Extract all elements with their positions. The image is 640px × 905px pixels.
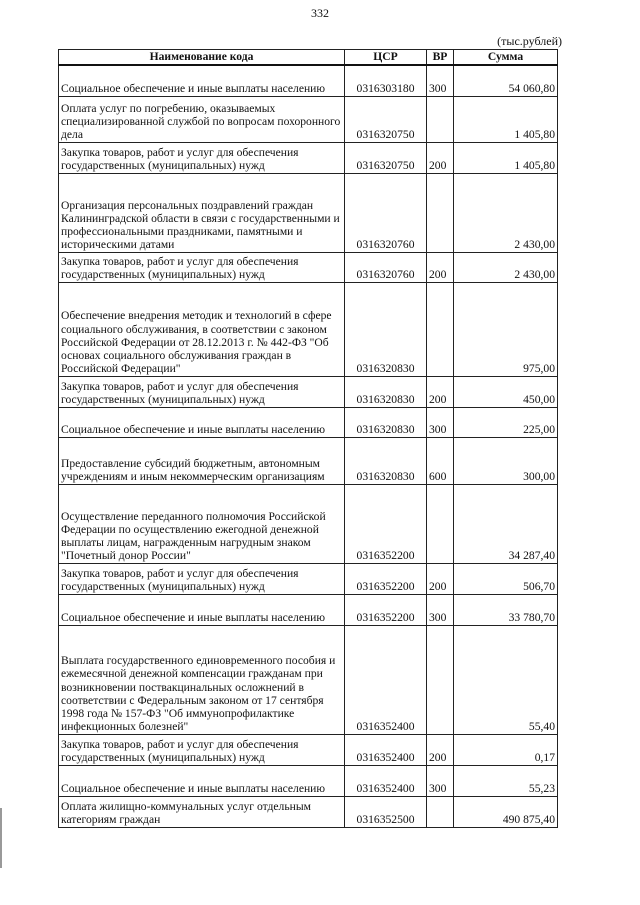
cell-sum: 2 430,00 bbox=[454, 252, 558, 282]
cell-name: Выплата государственного единовременного пособия и ежемесячной денежной компенсации гражданам при возникновении поствакцинальных осложнений в соответствии с Федеральным законом от 17 сентября 1998 года № 157-ФЗ "Об иммунопрофилактике инфекционных болезней" bbox=[59, 625, 345, 734]
cell-name: Организация персональных поздравлений граждан Калининградской области в связи с государственными и профессиональными праздниками, памятными и историческими датами bbox=[59, 173, 345, 252]
cell-sum: 54 060,80 bbox=[454, 65, 558, 96]
cell-name: Закупка товаров, работ и услуг для обеспечения государственных (муниципальных) нужд bbox=[59, 734, 345, 765]
table-row bbox=[59, 96, 558, 142]
table-row bbox=[59, 563, 558, 594]
cell-code: 0316320830 bbox=[345, 282, 427, 376]
cell-code: 0316352200 bbox=[345, 594, 427, 625]
table-row bbox=[59, 625, 558, 734]
cell-vr: 300 bbox=[427, 65, 454, 96]
table-row bbox=[59, 407, 558, 437]
cell-code: 0316352200 bbox=[345, 484, 427, 563]
cell-name: Закупка товаров, работ и услуг для обеспечения государственных (муниципальных) нужд bbox=[59, 376, 345, 407]
cell-sum: 0,17 bbox=[454, 734, 558, 765]
table-header bbox=[59, 50, 558, 66]
cell-code: 0316352400 bbox=[345, 734, 427, 765]
table-row bbox=[59, 173, 558, 252]
cell-vr: 200 bbox=[427, 734, 454, 765]
cell-name: Закупка товаров, работ и услуг для обеспечения государственных (муниципальных) нужд bbox=[59, 252, 345, 282]
cell-vr: 200 bbox=[427, 252, 454, 282]
cell-name: Социальное обеспечение и иные выплаты населению bbox=[59, 594, 345, 625]
header-name: Наименование кода bbox=[59, 50, 345, 66]
cell-sum: 506,70 bbox=[454, 563, 558, 594]
cell-vr: 300 bbox=[427, 765, 454, 796]
table-row bbox=[59, 437, 558, 484]
cell-code: 0316352500 bbox=[345, 796, 427, 827]
cell-sum: 225,00 bbox=[454, 407, 558, 437]
table-row bbox=[59, 282, 558, 376]
cell-code: 0316352200 bbox=[345, 563, 427, 594]
cell-code: 0316303180 bbox=[345, 65, 427, 96]
cell-name: Предоставление субсидий бюджетным, автономным учреждениям и иным некоммерческим организациям bbox=[59, 437, 345, 484]
cell-vr bbox=[427, 484, 454, 563]
cell-sum: 1 405,80 bbox=[454, 96, 558, 142]
header-code: ЦСР bbox=[345, 50, 427, 66]
cell-vr: 200 bbox=[427, 142, 454, 173]
cell-name: Социальное обеспечение и иные выплаты населению bbox=[59, 765, 345, 796]
table-row bbox=[59, 796, 558, 827]
table-row bbox=[59, 734, 558, 765]
budget-table bbox=[58, 49, 558, 828]
cell-code: 0316352400 bbox=[345, 625, 427, 734]
header-sum: Сумма bbox=[454, 50, 558, 66]
cell-code: 0316320830 bbox=[345, 437, 427, 484]
cell-name: Социальное обеспечение и иные выплаты населению bbox=[59, 407, 345, 437]
header-row bbox=[59, 50, 558, 66]
cell-sum: 55,23 bbox=[454, 765, 558, 796]
units-label: (тыс.рублей) bbox=[497, 34, 562, 48]
cell-vr: 200 bbox=[427, 376, 454, 407]
table-row bbox=[59, 765, 558, 796]
cell-sum: 34 287,40 bbox=[454, 484, 558, 563]
cell-sum: 1 405,80 bbox=[454, 142, 558, 173]
table-row bbox=[59, 484, 558, 563]
cell-vr bbox=[427, 96, 454, 142]
cell-sum: 55,40 bbox=[454, 625, 558, 734]
cell-vr bbox=[427, 625, 454, 734]
table-row bbox=[59, 252, 558, 282]
cell-vr: 600 bbox=[427, 437, 454, 484]
scan-edge-mark bbox=[0, 808, 2, 868]
cell-sum: 450,00 bbox=[454, 376, 558, 407]
cell-name: Закупка товаров, работ и услуг для обеспечения государственных (муниципальных) нужд bbox=[59, 563, 345, 594]
cell-name: Обеспечение внедрения методик и технологий в сфере социального обслуживания, в соответствии с законом Российской Федерации от 28.12.2013 г. № 442-ФЗ "Об основах социального обслуживания граждан в Российской Федерации" bbox=[59, 282, 345, 376]
cell-name: Закупка товаров, работ и услуг для обеспечения государственных (муниципальных) нужд bbox=[59, 142, 345, 173]
cell-vr bbox=[427, 796, 454, 827]
cell-code: 0316352400 bbox=[345, 765, 427, 796]
cell-vr: 300 bbox=[427, 594, 454, 625]
cell-vr bbox=[427, 282, 454, 376]
cell-name: Социальное обеспечение и иные выплаты населению bbox=[59, 65, 345, 96]
table-body bbox=[59, 65, 558, 827]
table-row bbox=[59, 65, 558, 96]
cell-code: 0316320760 bbox=[345, 173, 427, 252]
cell-name: Оплата услуг по погребению, оказываемых специализированной службой по вопросам похоронного дела bbox=[59, 96, 345, 142]
cell-code: 0316320750 bbox=[345, 142, 427, 173]
table-row bbox=[59, 142, 558, 173]
cell-sum: 490 875,40 bbox=[454, 796, 558, 827]
cell-code: 0316320830 bbox=[345, 407, 427, 437]
cell-sum: 33 780,70 bbox=[454, 594, 558, 625]
cell-code: 0316320830 bbox=[345, 376, 427, 407]
cell-vr: 200 bbox=[427, 563, 454, 594]
cell-code: 0316320750 bbox=[345, 96, 427, 142]
cell-code: 0316320760 bbox=[345, 252, 427, 282]
header-vr: ВР bbox=[427, 50, 454, 66]
cell-vr bbox=[427, 173, 454, 252]
cell-name: Осуществление переданного полномочия Российской Федерации по осуществлению ежегодной денежной выплаты лицам, награжденным нагрудным знаком "Почетный донор России" bbox=[59, 484, 345, 563]
table-row bbox=[59, 376, 558, 407]
table-row bbox=[59, 594, 558, 625]
cell-name: Оплата жилищно-коммунальных услуг отдельным категориям граждан bbox=[59, 796, 345, 827]
page-number: 332 bbox=[311, 6, 329, 20]
cell-vr: 300 bbox=[427, 407, 454, 437]
cell-sum: 975,00 bbox=[454, 282, 558, 376]
cell-sum: 300,00 bbox=[454, 437, 558, 484]
cell-sum: 2 430,00 bbox=[454, 173, 558, 252]
